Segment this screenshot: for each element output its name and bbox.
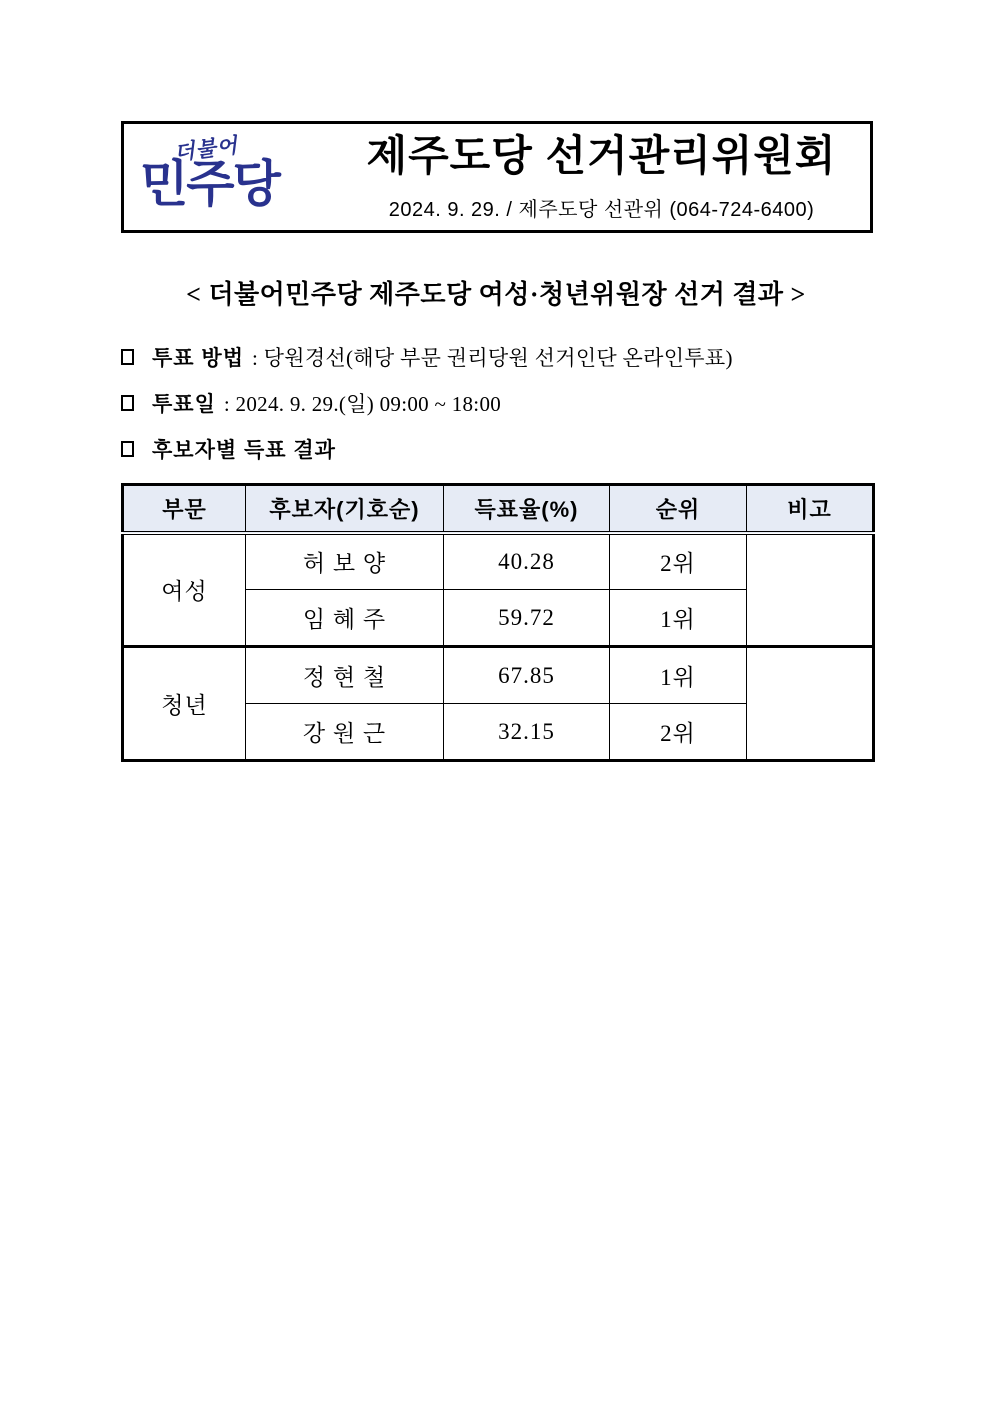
vote-share-cell: 59.72 [444, 590, 610, 647]
square-bullet-icon [121, 349, 134, 365]
bullet-label: 후보자별 득표 결과 [152, 439, 336, 462]
bullet-list [121, 334, 901, 472]
logo-wordmark-text: 민주당 [140, 156, 279, 212]
rank-cell: 2위 [610, 533, 747, 590]
bullet-voting-date [121, 380, 901, 426]
candidate-cell: 정 현 철 [246, 647, 444, 704]
category-cell: 여성 [123, 533, 246, 647]
col-header-category: 부문 [123, 485, 246, 533]
letterhead-box [121, 121, 873, 233]
rank-cell: 1위 [610, 590, 747, 647]
vote-share-cell: 40.28 [444, 533, 610, 590]
rank-cell: 2위 [610, 704, 747, 761]
party-logo [140, 129, 345, 225]
bullet-label: 투표일 [152, 393, 216, 416]
vote-share-cell: 67.85 [444, 647, 610, 704]
bullet-text: : 당원경선(해당 부문 권리당원 선거인단 온라인투표) [251, 346, 733, 370]
rank-cell: 1위 [610, 647, 747, 704]
bullet-label: 투표 방법 [152, 347, 244, 370]
table-header-row [123, 485, 874, 533]
category-cell: 청년 [123, 647, 246, 761]
square-bullet-icon [121, 395, 134, 411]
organization-title: 제주도당 선거관리위원회 [366, 132, 837, 180]
date-contact-line: 2024. 9. 29. / 제주도당 선관위 (064-724-6400) [388, 198, 815, 221]
col-header-vote-share: 득표율(%) [444, 485, 610, 533]
square-bullet-icon [121, 441, 134, 457]
col-header-rank: 순위 [610, 485, 747, 533]
logo-script-text: 더불어 [173, 134, 240, 165]
document-title: < 더불어민주당 제주도당 여성·청년위원장 선거 결과 > [186, 280, 806, 309]
letterhead-right [345, 132, 870, 221]
candidate-cell: 강 원 근 [246, 704, 444, 761]
remark-cell [747, 647, 874, 761]
remark-cell [747, 533, 874, 647]
table-row [123, 647, 874, 704]
results-table [121, 483, 875, 762]
candidate-cell: 허 보 양 [246, 533, 444, 590]
bullet-results-heading [121, 426, 901, 472]
table-row [123, 533, 874, 590]
bullet-voting-method [121, 334, 901, 380]
bullet-text: : 2024. 9. 29.(일) 09:00 ~ 18:00 [223, 392, 502, 416]
candidate-cell: 임 혜 주 [246, 590, 444, 647]
vote-share-cell: 32.15 [444, 704, 610, 761]
col-header-remark: 비고 [747, 485, 874, 533]
col-header-candidate: 후보자(기호순) [246, 485, 444, 533]
